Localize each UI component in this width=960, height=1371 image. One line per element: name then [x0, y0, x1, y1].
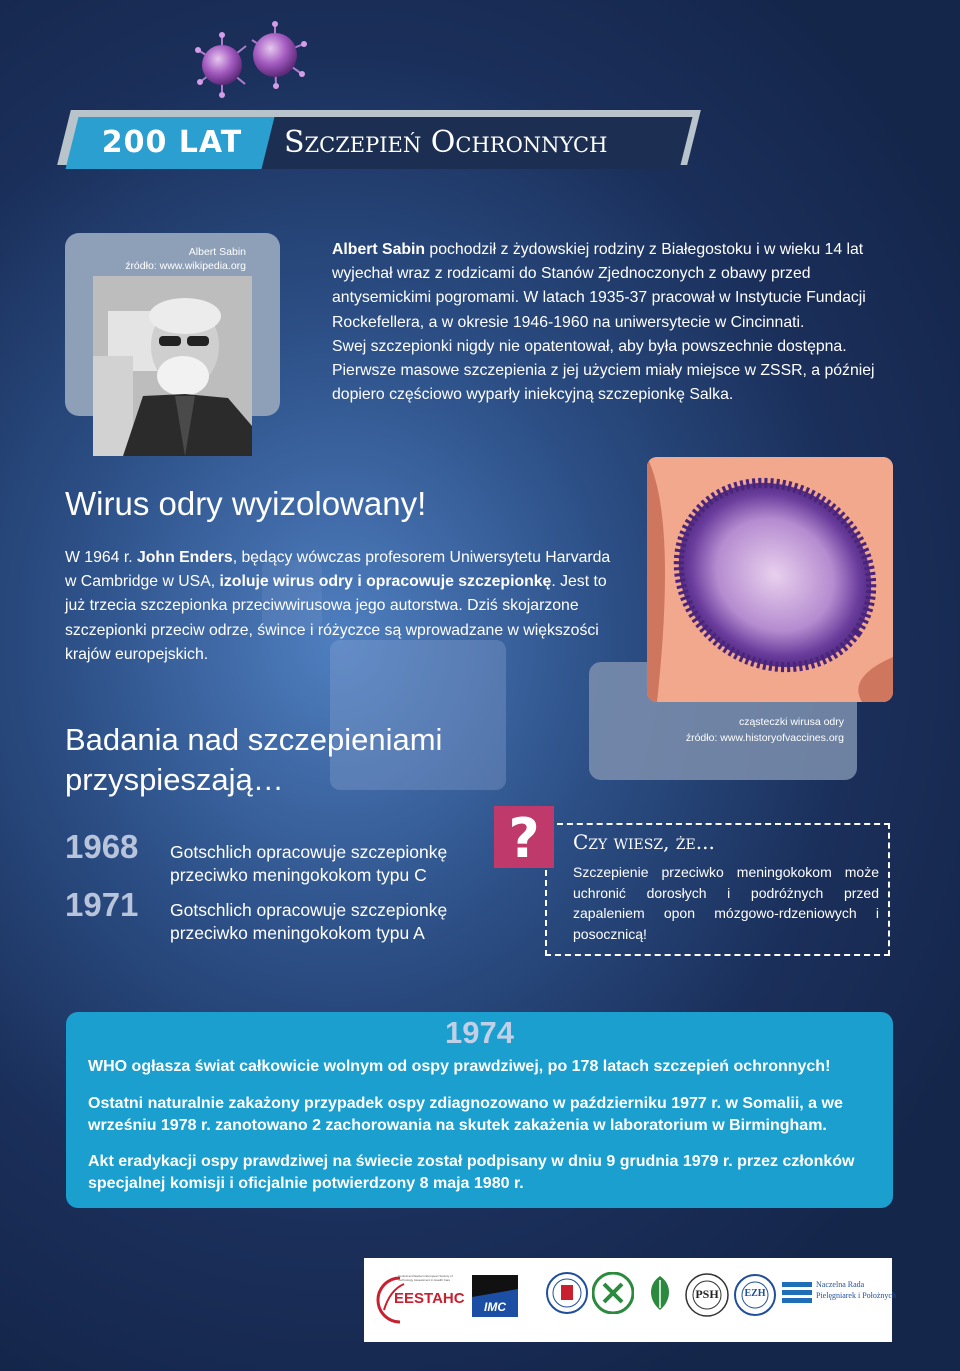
psh-logo	[684, 1272, 730, 1318]
timeline-year: 1968	[65, 828, 139, 865]
know-title: Czy wiesz, że...	[573, 830, 715, 854]
know-box-border-left	[545, 870, 547, 956]
measles-image-caption-title: cząsteczki wirusa odry	[738, 716, 844, 728]
psh-logo-text: PSH	[695, 1287, 719, 1301]
timeline-text: Gotschlich opracowuje szczepionkę przeciwko meningokokom typu C	[170, 842, 448, 885]
albert-sabin-photo	[93, 276, 252, 456]
eestahc-logo-text: EESTAHC	[394, 1290, 465, 1307]
sabin-name: Albert Sabin	[332, 241, 426, 258]
virus-illustration	[180, 10, 320, 110]
smallpox-paragraph-2: Ostatni naturalnie zakażony przypadek ospy zdiagnozowano w październiku 1977 r. w Somalii, a we wrześniu 1978 r. zanotowano 2 zachorowania na skutek zakażenia w laboratorium w Birmingham.	[88, 1095, 843, 1134]
measles-paragraph	[65, 546, 613, 667]
fundacja-logo	[640, 1270, 680, 1318]
photo-caption	[90, 245, 246, 273]
society-logo-green-cross	[592, 1272, 634, 1314]
imc-logo	[472, 1275, 518, 1317]
smallpox-year: 1974	[445, 1015, 514, 1050]
timeline-year: 1971	[65, 886, 139, 923]
timeline-text: Gotschlich opracowuje szczepionkę przeciwko meningokokom typu A	[170, 900, 448, 943]
eestahc-logo	[370, 1270, 465, 1330]
john-enders-name: John Enders	[137, 549, 233, 566]
sabin-paragraph-2: Swej szczepionki nigdy nie opatentował, aby była powszechnie dostępna. Pierwsze masowe szczepienia z jej użyciem miały miejsce w ZSSR, a później dopiero częściowo wyparły iniekcyjną szczepionkę Salka.	[332, 337, 875, 404]
sabin-paragraph-1	[332, 238, 894, 335]
measles-text-2: , będący wówczas profesorem Uniwersytetu Harvarda w Cambridge w USA,	[65, 549, 611, 591]
measles-text-1: W 1964 r.	[65, 549, 137, 566]
research-heading: Badania nad szczepieniami przyspieszają…	[65, 722, 443, 797]
smallpox-paragraph-1: WHO ogłasza świat całkowicie wolnym od ospy prawdziwej, po 178 latach szczepień ochronnych!	[88, 1058, 831, 1075]
photo-caption-source: źródło: www.wikipedia.org	[125, 260, 246, 272]
banner-years: 200 LAT	[101, 125, 243, 160]
measles-image-caption-source: źródło: www.historyofvaccines.org	[685, 732, 844, 744]
smallpox-paragraph-3: Akt eradykacji ospy prawdziwej na świecie został podpisany w dniu 9 grudnia 1979 r. przez członków specjalnej komisji i oficjalnie potwierdzony 8 maja 1980 r.	[88, 1153, 855, 1192]
photo-caption-name: Albert Sabin	[188, 246, 246, 258]
measles-text-3: . Jest to już trzecia szczepionka przeciwwirusowa jego autorstwa. Dziś skojarzone szczepionki przeciw odrze, śwince i różyczce są wprowadzane w większości krajów europejskich.	[65, 573, 607, 663]
sabin-paragraph-1-text: pochodził z żydowskiej rodziny z Białegostoku i w wieku 14 lat wyjechał wraz z rodzicami do Stanów Zjednoczonych z obawy przed antysemickimi pogromami. W latach 1935-37 pracował w Instytucie Fundacji Rockefellera, a w okresie 1946-1960 na uniwersytecie w Cincinnati.	[332, 241, 866, 331]
ezh-logo-text: EZH	[744, 1288, 766, 1299]
svg-text:IMC: IMC	[484, 1300, 506, 1314]
measles-image-caption	[600, 714, 844, 746]
sabin-biography	[332, 238, 894, 407]
know-text: Szczepienie przeciwko meningokokom może uchronić dorosłych i podróżnych przed zapaleniem opon mózgowo-rdzeniowych i posocznicą!	[573, 864, 879, 942]
eestahc-logo-subtitle: Central and Eastern European Society of Technology Assessment in Health Care	[398, 1274, 453, 1282]
question-mark-icon: ?	[508, 807, 540, 870]
nrpip-logo	[782, 1278, 896, 1308]
measles-virus-image	[647, 457, 893, 702]
nrpip-logo-line-2: Pielęgniarek i Położnych	[816, 1291, 896, 1300]
banner-title: Szczepień Ochronnych	[284, 125, 608, 160]
ezh-logo	[734, 1274, 776, 1316]
measles-heading: Wirus odry wyizolowany!	[65, 485, 427, 522]
nrpip-logo-line-1: Naczelna Rada	[816, 1280, 865, 1289]
society-logo-red	[546, 1272, 588, 1314]
measles-bold-text: izoluje wirus odry i opracowuje szczepionkę	[219, 573, 552, 591]
